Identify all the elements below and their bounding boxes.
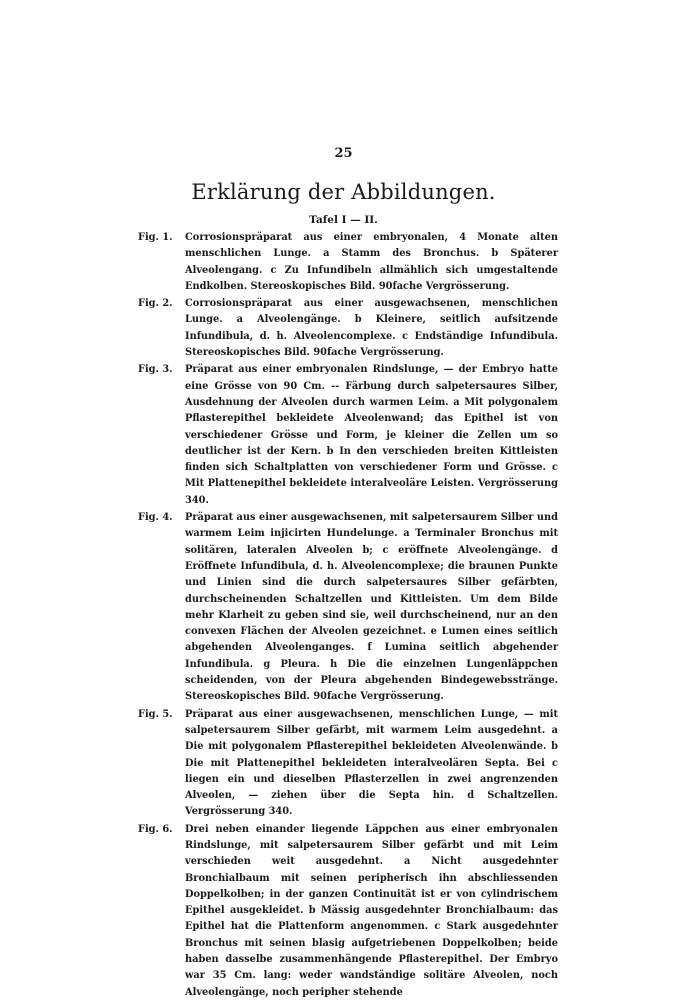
page-title: Erklärung der Abbildungen.	[191, 180, 496, 204]
figure-label: Fig. 3.	[138, 364, 173, 376]
page-number: 25	[334, 146, 353, 161]
figure-description: Drei neben einander liegende Läppchen aus einer embryonalen Rindslunge, mit salpetersaurem Silber gefärbt und mit Leim verschieden weit ausgedehnt. a Nicht ausgedehnter Bronchialbaum mit seinen peripherisch ihn abschliessenden Doppelkolben; in der ganzen Continuität ist er von cylindrischem Epithel ausgekleidet. b Mässig ausgedehnter Bronchialbaum: das Epithel hat die Plattenform angenommen. c Stark ausgedehnter Bronchus mit seinen blasig aufgetriebenen Doppelkolben; beide haben dasselbe zusammenhängende Pflasterepithel. Der Embryo war 35 Cm. lang: weder wandständige solitäre Alveolen, noch Alveolengänge, noch peripher stehende	[185, 823, 558, 998]
figure-entry-6	[138, 822, 558, 1001]
figure-entry-4	[138, 510, 558, 706]
figure-entry-2	[138, 296, 558, 361]
figure-description: Präparat aus einer ausgewachsenen, menschlichen Lunge, — mit salpetersaurem Silber gefärbt, mit warmem Leim ausgedehnt. a Die mit polygonalem Pflasterepithel bekleideten Alveolenwände. b Die mit Plattenepithel bekleideten interalveolären Septa. Bei c liegen ein und dieselben Pflasterzellen in zwei angrenzenden Alveolen, — ziehen über die Septa hin. d Schaltzellen. Vergrösserung 340.	[185, 708, 558, 818]
figure-label: Fig. 1.	[138, 232, 173, 243]
figure-label: Fig. 2.	[138, 298, 173, 310]
figure-description: Präparat aus einer ausgewachsenen, mit salpetersaurem Silber und warmem Leim injicirten Hundelunge. a Terminaler Bronchus mit solitären, lateralen Alveolen b; c eröffnete Alveolengänge. d Eröffnete Infundibula, d. h. Alveolencomplexe; die braunen Punkte und Linien sind die durch salpetersaures Silber gefärbten, durchscheinenden Schaltzellen und Kittleisten. Um dem Bilde mehr Klarheit zu geben sind sie, weil durchscheinend, nur an den convexen Flächen der Alveolen gezeichnet. e Lumen eines seitlich abgehenden Alveolenganges. f Lumina seitlich abgehender Infundibula. g Pleura. h Die die einzelnen Lungenläppchen scheidenden, von der Pleura abgehenden Bindegewebsstränge. Stereoskopisches Bild. 90fache Vergrösserung.	[185, 512, 558, 703]
figure-label: Fig. 6.	[138, 823, 173, 835]
figure-description: Corrosionspräparat aus einer ausgewachsenen, menschlichen Lunge. a Alveolengänge. b Kleinere, seitlich aufsitzende Infundibula, d. h. Alveolencomplexe. c Endständige Infundibula. Stereoskopisches Bild. 90fache Vergrösserung.	[185, 298, 558, 359]
figure-entry-3	[138, 362, 558, 509]
plate-subtitle: Tafel I — II.	[309, 214, 378, 226]
figure-label: Fig. 4.	[138, 512, 173, 524]
figure-legend-list	[138, 230, 558, 1002]
figure-description: Präparat aus einer embryonalen Rindslunge, — der Embryo hatte eine Grösse von 90 Cm. -- Färbung durch salpetersaures Silber, Ausdehnung der Alveolen durch warmen Leim. a Mit polygonalem Pflasterepithel bekleidete Alveolenwand; das Epithel ist von verschiedener Grösse und Form, je kleiner die Zellen um so deutlicher ist der Kern. b In den verschieden breiten Kittleisten finden sich Schaltplatten von verschiedener Form und Grösse. c Mit Plattenepithel bekleidete interalveoläre Leisten. Vergrösserung 340.	[185, 364, 558, 506]
figure-label: Fig. 5.	[138, 708, 173, 720]
figure-entry-5	[138, 707, 558, 821]
figure-description: Corrosionspräparat aus einer embryonalen, 4 Monate alten menschlichen Lunge. a Stamm des Bronchus. b Späterer Alveolengang. c Zu Infundibeln allmählich sich umgestaltende Endkolben. Stereoskopisches Bild. 90fache Vergrösserung.	[185, 232, 558, 292]
figure-entry-1	[138, 230, 558, 295]
